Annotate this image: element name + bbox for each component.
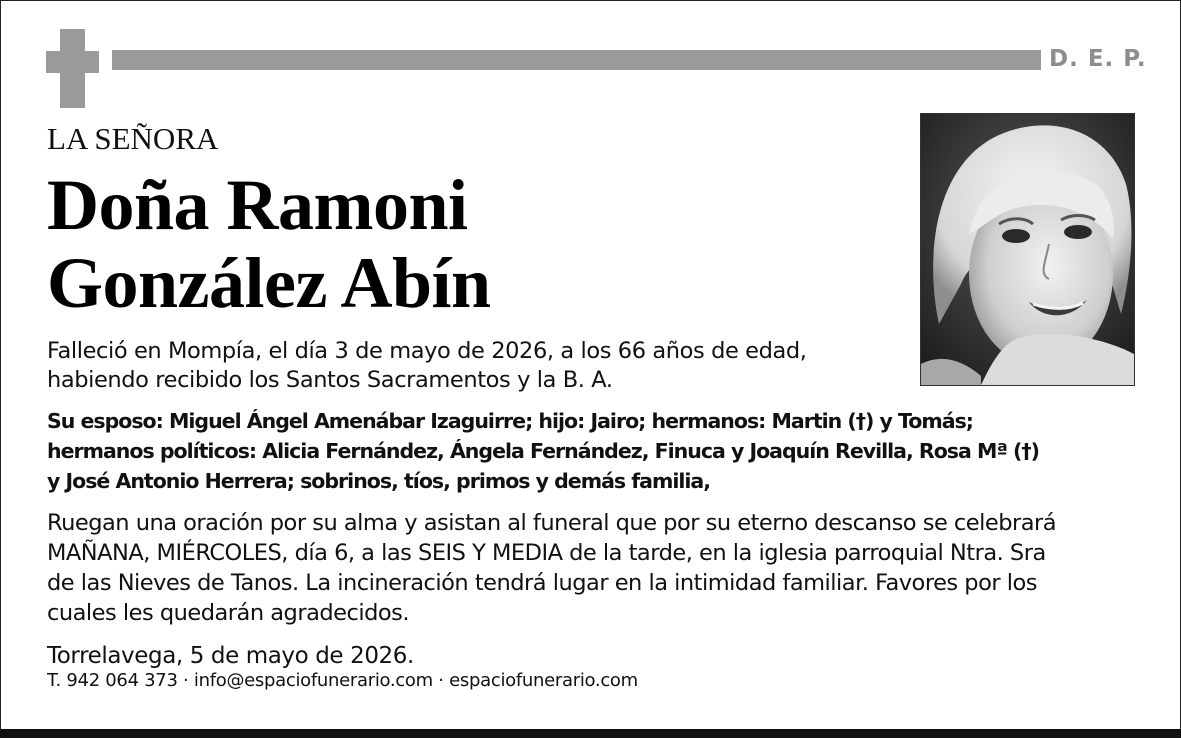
header-rule: [112, 50, 1041, 70]
place-date: Torrelavega, 5 de mayo de 2026.: [47, 643, 414, 669]
family-line-1: Su esposo: Miguel Ángel Amenábar Izaguirre; hijo: Jairo; hermanos: Martin (†) y Tomás;: [47, 409, 973, 433]
death-line-1: Falleció en Mompía, el día 3 de mayo de 2026, a los 66 años de edad,: [47, 338, 807, 364]
deceased-name-line2: González Abín: [47, 243, 491, 323]
death-notice-paragraph: [47, 337, 1147, 395]
family-paragraph: [47, 406, 1147, 496]
deceased-name-line1: Doña Ramoni: [47, 165, 468, 245]
cross-horizontal-bar: [46, 51, 99, 73]
bottom-border: [0, 729, 1181, 738]
funeral-line-3: de las Nieves de Tanos. La incineración tendrá lugar en la intimidad familiar. Favores por los: [47, 570, 1037, 596]
funeral-line-4: cuales les quedarán agradecidos.: [47, 600, 410, 626]
funeral-line-2: MAÑANA, MIÉRCOLES, día 6, a las SEIS Y MEDIA de la tarde, en la iglesia parroquial Ntra. Sra: [47, 540, 1046, 566]
dep-label: D. E. P.: [1049, 46, 1147, 72]
death-line-2: habiendo recibido los Santos Sacramentos y la B. A.: [47, 367, 613, 393]
family-line-2: hermanos políticos: Alicia Fernández, Ángela Fernández, Finuca y Joaquín Revilla, Rosa Mª (†): [47, 439, 1040, 463]
funeral-paragraph: [47, 508, 1147, 628]
family-line-3: y José Antonio Herrera; sobrinos, tíos, primos y demás familia,: [47, 469, 711, 493]
funeral-line-1: Ruegan una oración por su alma y asistan al funeral que por su eterno descanso se celebrará: [47, 510, 1057, 536]
contact-line: T. 942 064 373 · info@espaciofunerario.com · espaciofunerario.com: [47, 670, 638, 691]
deceased-title-label: LA SEÑORA: [47, 121, 219, 156]
